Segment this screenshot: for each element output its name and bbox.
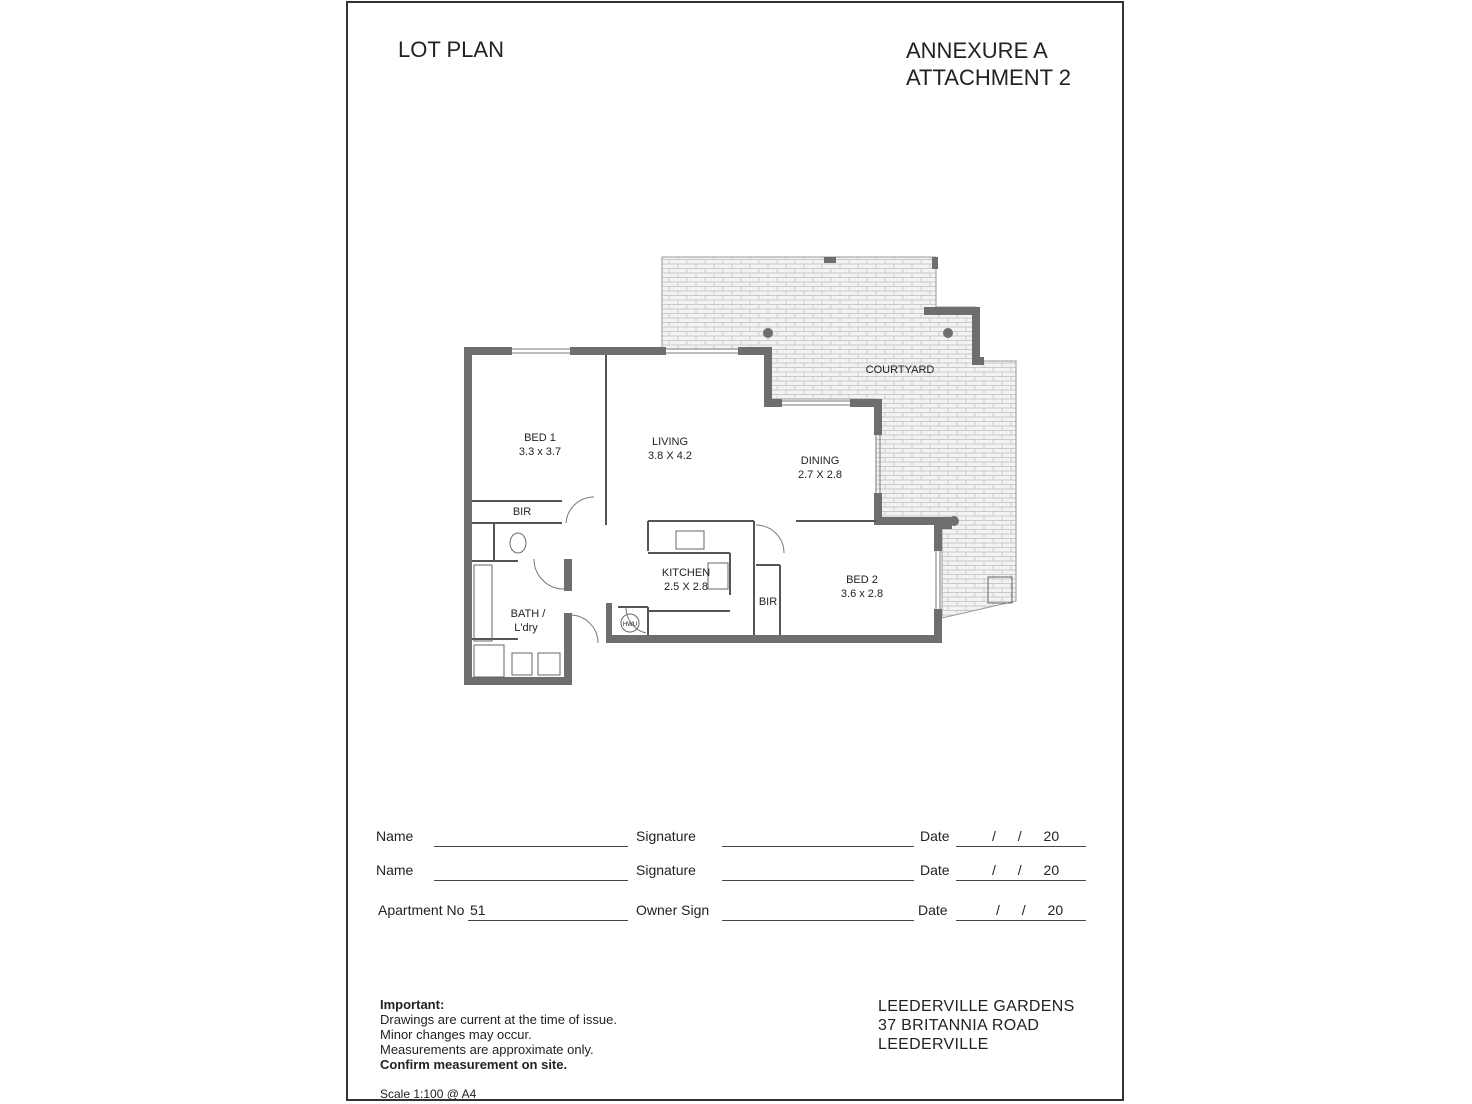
annexure-line: ANNEXURE A bbox=[906, 38, 1048, 63]
signature-field[interactable] bbox=[722, 846, 914, 847]
important-notes bbox=[380, 997, 617, 1072]
bed2-size: 3.6 x 2.8 bbox=[840, 588, 884, 600]
apartment-field[interactable] bbox=[468, 920, 628, 921]
note-line: Measurements are approximate only. bbox=[380, 1042, 594, 1057]
form-row-1 bbox=[376, 828, 1096, 848]
note-line: Drawings are current at the time of issue. bbox=[380, 1012, 617, 1027]
kitchen-size: 2.5 X 2.8 bbox=[663, 581, 709, 593]
notes-heading: Important: bbox=[380, 997, 445, 1012]
owner-sign-label: Owner Sign bbox=[636, 902, 710, 918]
floor-plan bbox=[348, 3, 1122, 723]
laundry-label: L'dry bbox=[514, 622, 538, 634]
fixtures bbox=[474, 531, 1012, 677]
date-field[interactable] bbox=[956, 920, 1086, 921]
name-label: Name bbox=[376, 862, 414, 878]
name-field[interactable] bbox=[434, 846, 628, 847]
signature-label: Signature bbox=[636, 828, 696, 844]
owner-sign-field[interactable] bbox=[722, 920, 914, 921]
apartment-value: 51 bbox=[470, 902, 486, 918]
date-label: Date bbox=[920, 862, 950, 878]
note-line: Minor changes may occur. bbox=[380, 1027, 532, 1042]
dining-label: DINING bbox=[800, 455, 840, 467]
date-value: / / 20 bbox=[992, 862, 1060, 878]
dining-size: 2.7 X 2.8 bbox=[797, 469, 843, 481]
date-field[interactable] bbox=[956, 846, 1086, 847]
name-field[interactable] bbox=[434, 880, 628, 881]
signature-label: Signature bbox=[636, 862, 696, 878]
date-label: Date bbox=[918, 902, 948, 918]
date-value: / / 20 bbox=[996, 902, 1064, 918]
living-size: 3.8 X 4.2 bbox=[647, 450, 693, 462]
signature-field[interactable] bbox=[722, 880, 914, 881]
address-line: LEEDERVILLE GARDENS bbox=[878, 998, 1075, 1015]
bed1-label: BED 1 bbox=[524, 432, 556, 444]
hwu-label: HWU bbox=[622, 622, 638, 628]
living-label: LIVING bbox=[651, 436, 689, 448]
date-value: / / 20 bbox=[992, 828, 1060, 844]
note-line-bold: Confirm measurement on site. bbox=[380, 1057, 568, 1072]
property-address bbox=[878, 997, 1075, 1054]
scale-label: Scale 1:100 @ A4 bbox=[380, 1087, 477, 1101]
courtyard-label: COURTYARD bbox=[865, 364, 935, 376]
bath-label: BATH / bbox=[510, 608, 546, 620]
address-line: LEEDERVILLE bbox=[878, 1036, 989, 1053]
document-sheet bbox=[346, 1, 1124, 1101]
bed2-label: BED 2 bbox=[846, 574, 878, 586]
name-label: Name bbox=[376, 828, 414, 844]
bed1-size: 3.3 x 3.7 bbox=[518, 446, 562, 458]
form-row-3 bbox=[376, 902, 1096, 922]
lot-plan-title: LOT PLAN bbox=[398, 37, 504, 62]
attachment-line: ATTACHMENT 2 bbox=[906, 65, 1072, 90]
address-line: 37 BRITANNIA ROAD bbox=[878, 1017, 1040, 1034]
apartment-label: Apartment No bbox=[378, 902, 465, 918]
date-field[interactable] bbox=[956, 880, 1086, 881]
form-row-2 bbox=[376, 862, 1096, 882]
bir1-label: BIR bbox=[512, 506, 532, 518]
bir2-label: BIR bbox=[758, 596, 778, 608]
date-label: Date bbox=[920, 828, 950, 844]
kitchen-label: KITCHEN bbox=[661, 567, 711, 579]
